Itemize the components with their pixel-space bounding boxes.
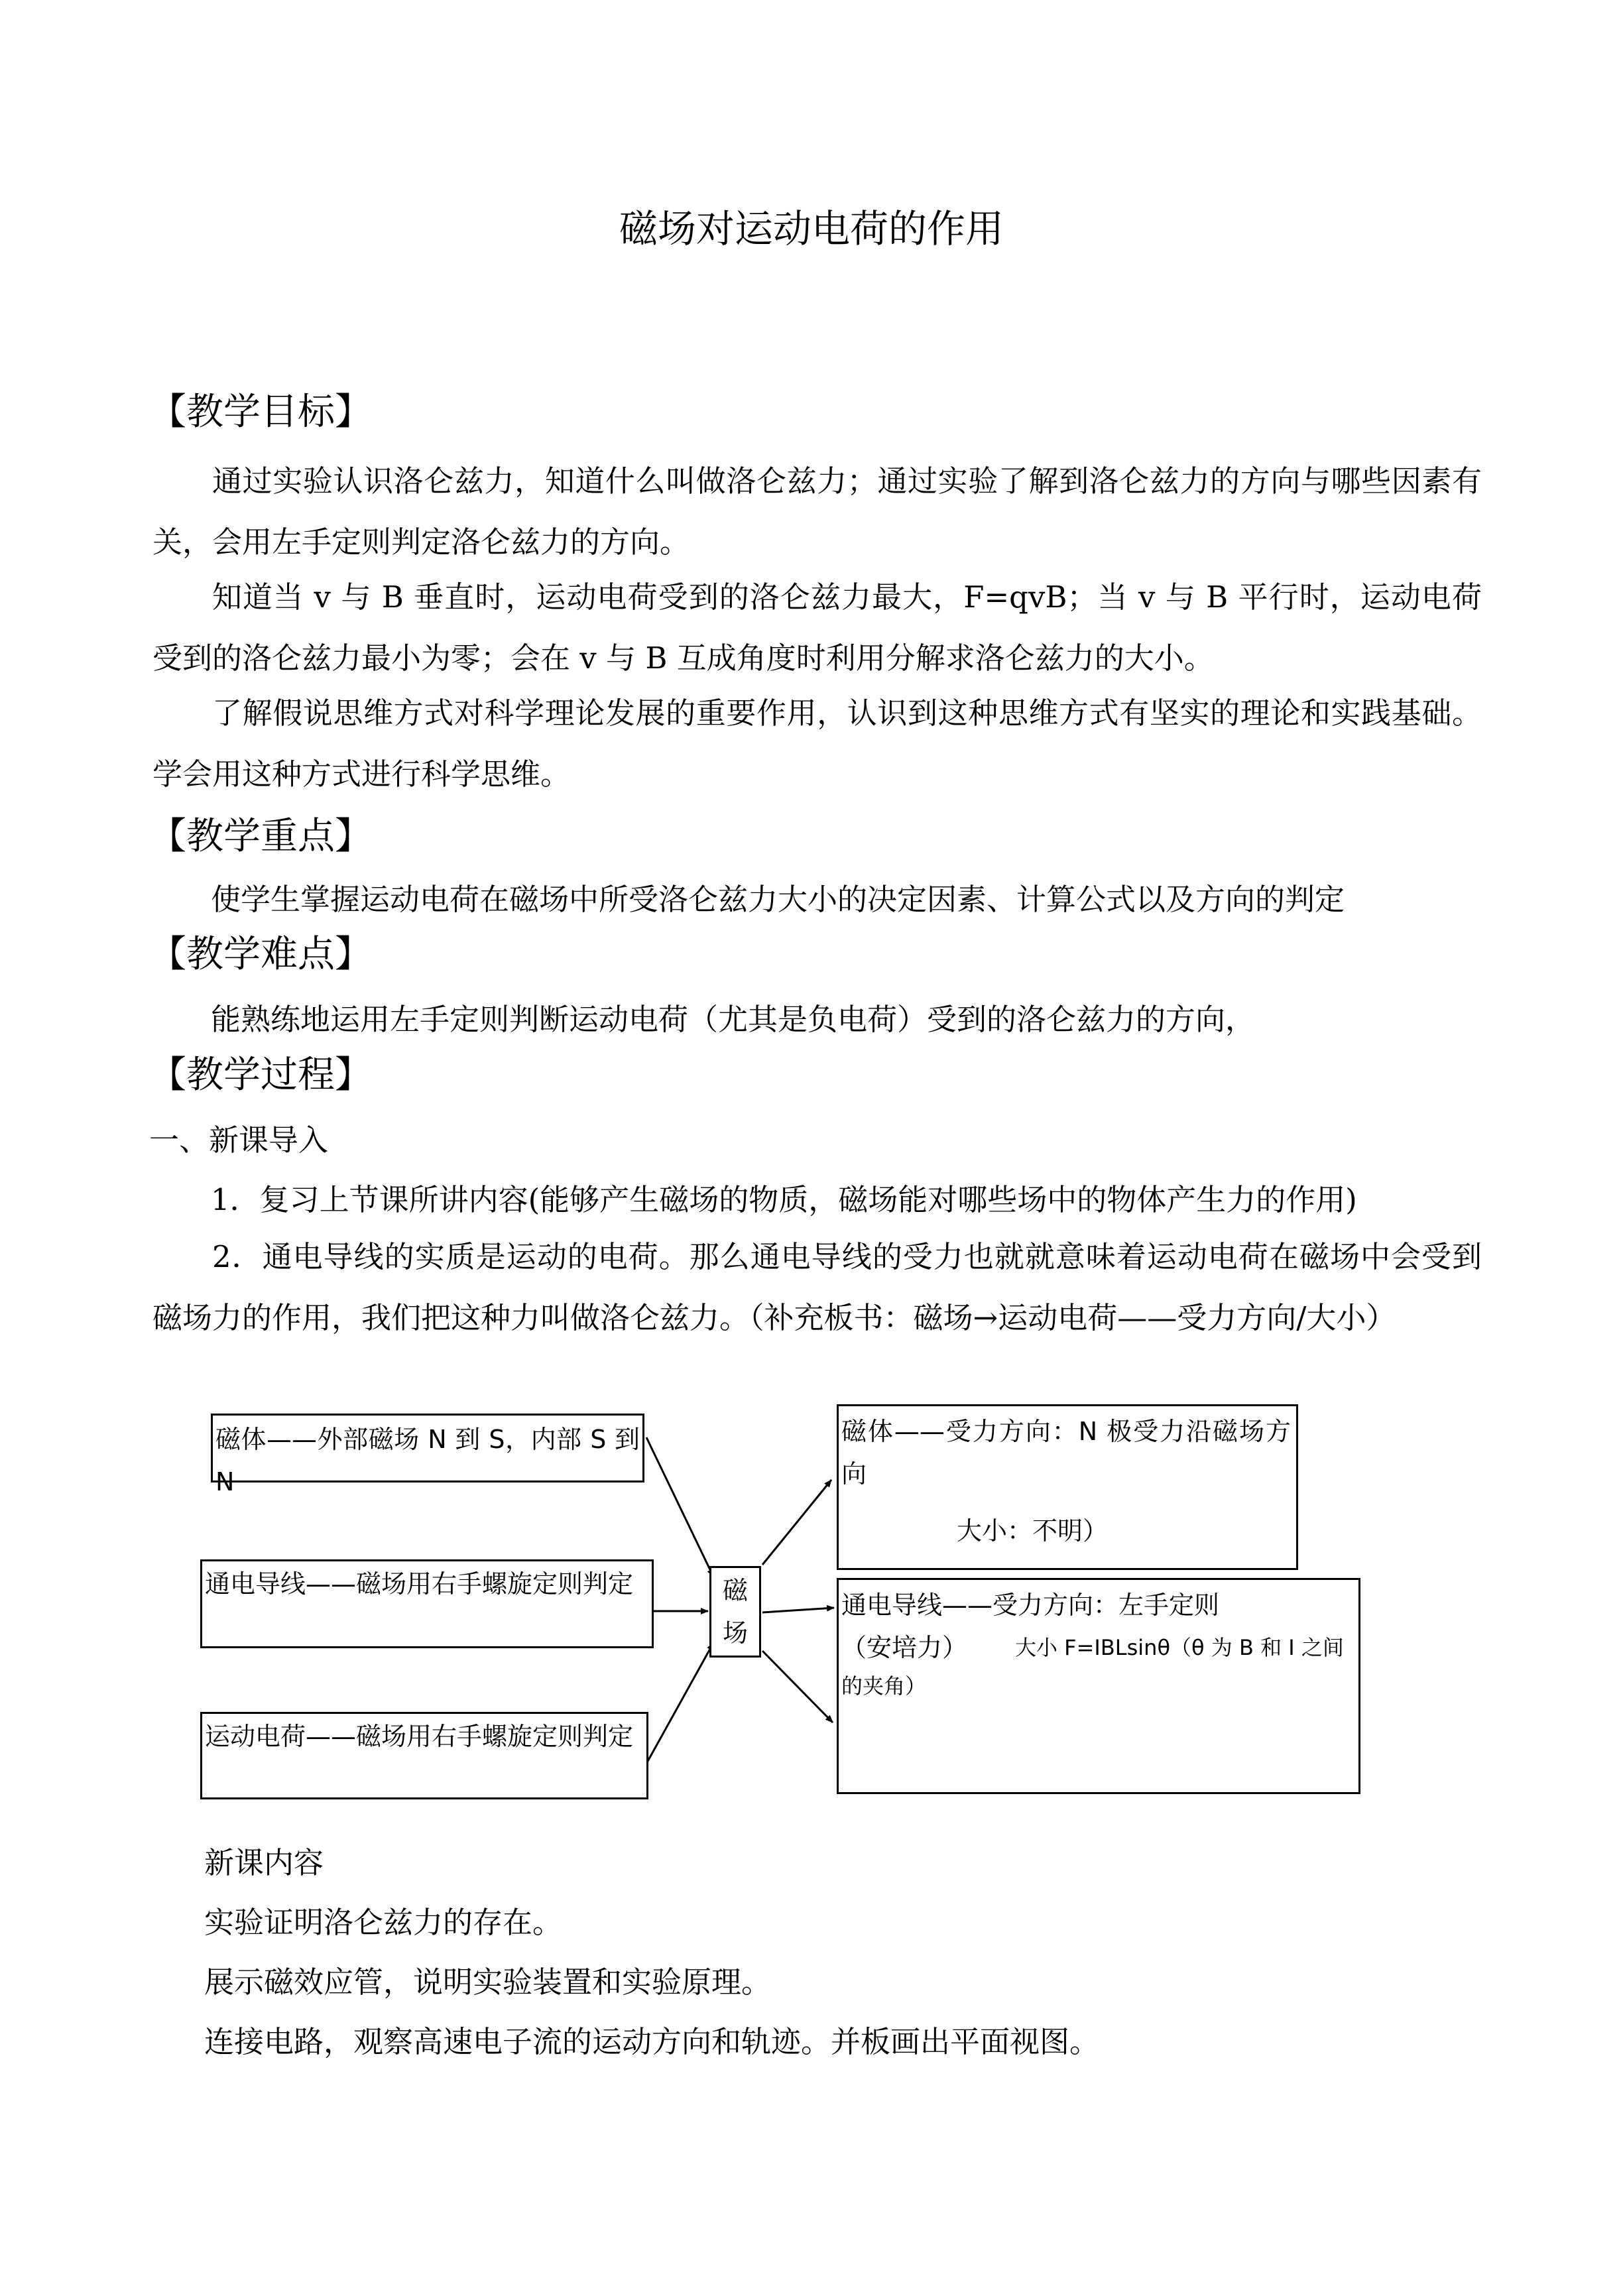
arrow-magnet-to-field <box>646 1437 713 1577</box>
box-wire-force-line3: 的夹角） <box>841 1673 927 1699</box>
process-heading: 【教学过程】 <box>149 1054 372 1097</box>
box-magnet-force <box>837 1404 1298 1570</box>
box-magnet-force-line1: 磁体——受力方向：N 极受力沿磁场方向 <box>841 1417 1291 1488</box>
difficulties-heading: 【教学难点】 <box>149 933 372 976</box>
new-lesson-line-3: 连接电路，观察高速电子流的运动方向和轨迹。并板画出平面视图。 <box>204 2024 1100 2059</box>
arrow-charge-to-field <box>646 1643 713 1764</box>
new-lesson-line-1: 实验证明洛仑兹力的存在。 <box>204 1905 563 1940</box>
box-magnetic-field <box>709 1566 761 1658</box>
arrow-field-to-wire-force <box>762 1608 834 1612</box>
box-magnet-field-text: 磁体——外部磁场 N 到 S，内部 S 到 N <box>215 1425 640 1496</box>
box-wire-field <box>200 1559 654 1648</box>
box-magnet-field <box>211 1414 644 1496</box>
intro-heading: 一、新课导入 <box>149 1122 329 1158</box>
new-lesson-line-2: 展示磁效应管，说明实验装置和实验原理。 <box>204 1964 772 2000</box>
goals-paragraph-3: 了解假说思维方式对科学理论发展的重要作用，认识到这种思维方式有坚实的理论和实践基础。学会用这种方式进行科学思维。 <box>152 695 1482 792</box>
arrow-field-to-magnet-force <box>762 1480 831 1565</box>
goals-paragraph-2: 知道当 v 与 B 垂直时，运动电荷受到的洛仑兹力最大，F=qvB；当 v 与 B 平行时，运动电荷受到的洛仑兹力最小为零；会在 v 与 B 互成角度时利用分解求洛仑兹力的大小。 <box>152 579 1482 676</box>
box-wire-force-line1: 通电导线——受力方向：左手定则 <box>841 1591 1220 1620</box>
page-title: 磁场对运动电荷的作用 <box>619 206 1004 251</box>
box-wire-force-line2a: （安培力） <box>841 1633 968 1662</box>
process-item-1: 1．复习上节课所讲内容(能够产生磁场的物质，磁场能对哪些场中的物体产生力的作用) <box>211 1182 1357 1217</box>
goals-paragraph-1: 通过实验认识洛仑兹力，知道什么叫做洛仑兹力；通过实验了解到洛仑兹力的方向与哪些因素有关，会用左手定则判定洛仑兹力的方向。 <box>152 463 1482 560</box>
goals-heading: 【教学目标】 <box>149 391 372 434</box>
box-wire-force <box>837 1578 1360 1794</box>
box-charge-field <box>200 1712 648 1799</box>
box-charge-field-text: 运动电荷——磁场用右手螺旋定则判定 <box>205 1722 634 1751</box>
key-points-text: 使学生掌握运动电荷在磁场中所受洛仑兹力大小的决定因素、计算公式以及方向的判定 <box>211 882 1345 917</box>
box-magnet-force-line2: 大小：不明） <box>957 1516 1109 1545</box>
process-item-2: 2．通电导线的实质是运动的电荷。那么通电导线的受力也就就意味着运动电荷在磁场中会受到磁场力的作用，我们把这种力叫做洛仑兹力。（补充板书：磁场→运动电荷——受力方向/大小） <box>152 1239 1482 1335</box>
difficulties-text: 能熟练地运用左手定则判断运动电荷（尤其是负电荷）受到的洛仑兹力的方向， <box>211 1002 1256 1037</box>
center-box-char-1: 磁 <box>722 1576 748 1605</box>
arrow-field-to-charge-force <box>762 1651 833 1722</box>
box-wire-force-line2b: 大小 F=IBLsinθ（θ 为 B 和 I 之间 <box>1015 1635 1344 1660</box>
new-lesson-heading: 新课内容 <box>204 1845 324 1880</box>
key-points-heading: 【教学重点】 <box>149 815 372 858</box>
center-box-char-2: 场 <box>722 1618 748 1648</box>
box-wire-field-text: 通电导线——磁场用右手螺旋定则判定 <box>205 1569 634 1599</box>
